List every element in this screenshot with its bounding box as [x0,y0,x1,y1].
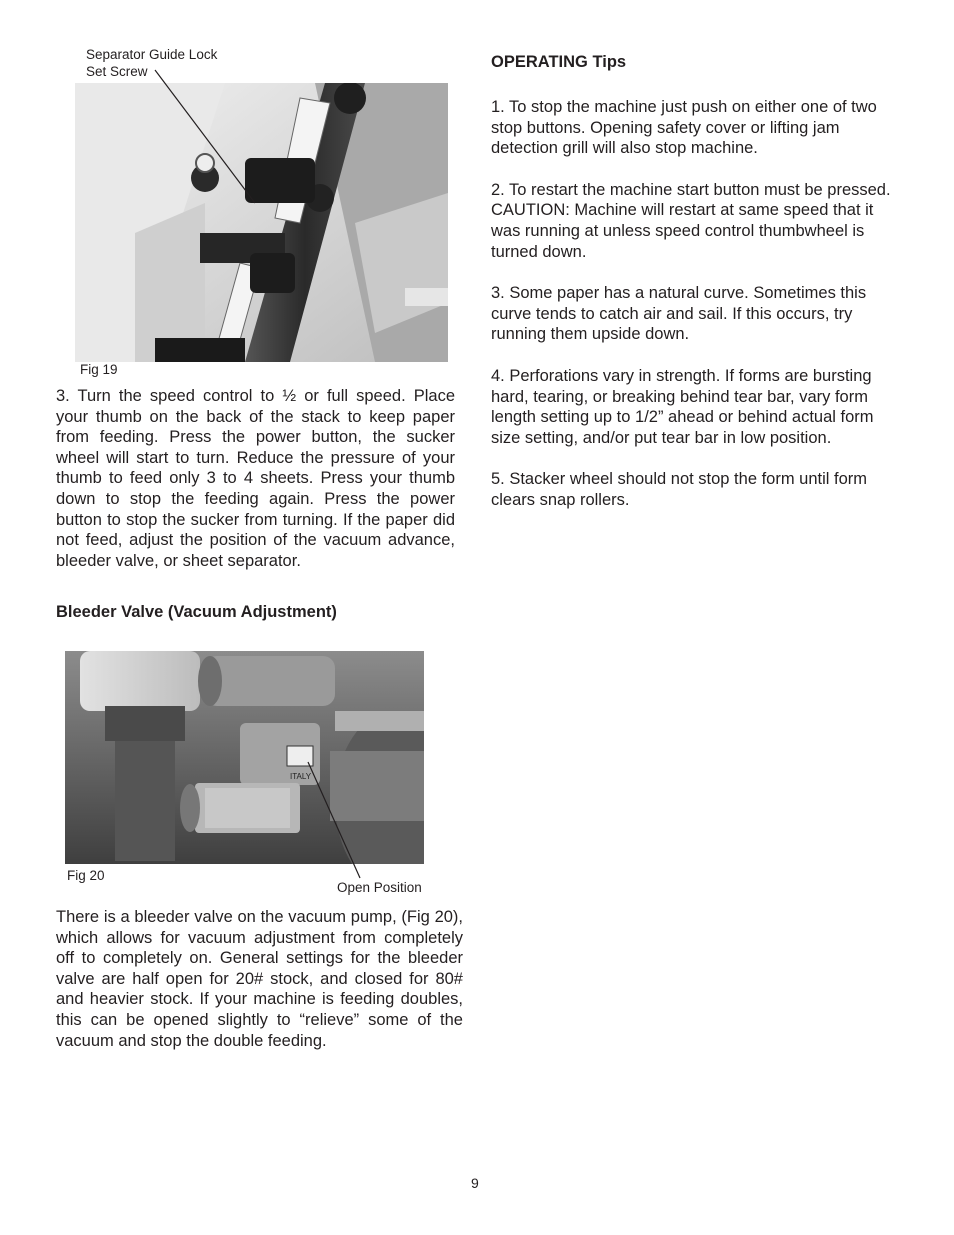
tip-5: 5. Stacker wheel should not stop the form until form clears snap rollers. [491,470,868,509]
step3-paragraph: 3. Turn the speed control to ½ or full speed. Place your thumb on the back of the stack to keep paper from feeding. Press the power button, the sucker wheel will start to turn. Reduce the pressure of your thumb to feed only 3 to 4 sheets. Press your thumb down to stop the feeding again. Press the power button to stop the sucker from turning. If the paper did not feed, adjust the position of the vacuum advance, bleeder valve, or sheet separator. [56,387,455,570]
valve-label: ITALY [290,772,312,781]
fig20-leader-line [300,760,370,880]
bleeder-valve-paragraph: There is a bleeder valve on the vacuum pump, (Fig 20), which allows for vacuum adjustment from completely off to completely on. General settings for the bleeder valve are half open for 20# stock, and closed for 80# and heavier stock. If your machine is feeding doubles, this can be opened slightly to “relieve” some of the vacuum and stop the double feeding. [56,908,463,1050]
tip-4: 4. Perforations vary in strength. If forms are bursting hard, tearing, or breaking behind tear bar, vary form length setting up to 1/2” ahead or behind actual form size setting, and/or put tear bar in low position. [491,366,874,447]
fig20-photo [65,651,424,864]
tip-2: 2. To restart the machine start button must be pressed. CAUTION: Machine will restart at same speed that it was running at unless speed control thumbwheel is turned down. [491,180,891,261]
fig19-caption: Fig 19 [80,362,118,377]
page-number: 9 [471,1175,479,1191]
operating-tips-heading: OPERATING Tips [491,53,627,71]
fig20-caption: Fig 20 [67,868,105,883]
tip-1: 1. To stop the machine just push on either one of two stop buttons. Opening safety cover or lifting jam detection grill will also stop machine. [491,98,877,158]
fig20-callout-label: Open Position [337,880,422,895]
callout-line-2: Set Screw [86,64,148,79]
operating-tips-list [491,97,894,532]
fig19-leader-line [150,68,270,208]
tip-3: 3. Some paper has a natural curve. Sometimes this curve tends to catch air and sail. If this occurs, try running them upside down. [491,284,867,344]
bleeder-valve-heading: Bleeder Valve (Vacuum Adjustment) [56,603,337,621]
fig20-photo-drawing [65,651,424,864]
callout-line-1: Separator Guide Lock [86,47,218,62]
